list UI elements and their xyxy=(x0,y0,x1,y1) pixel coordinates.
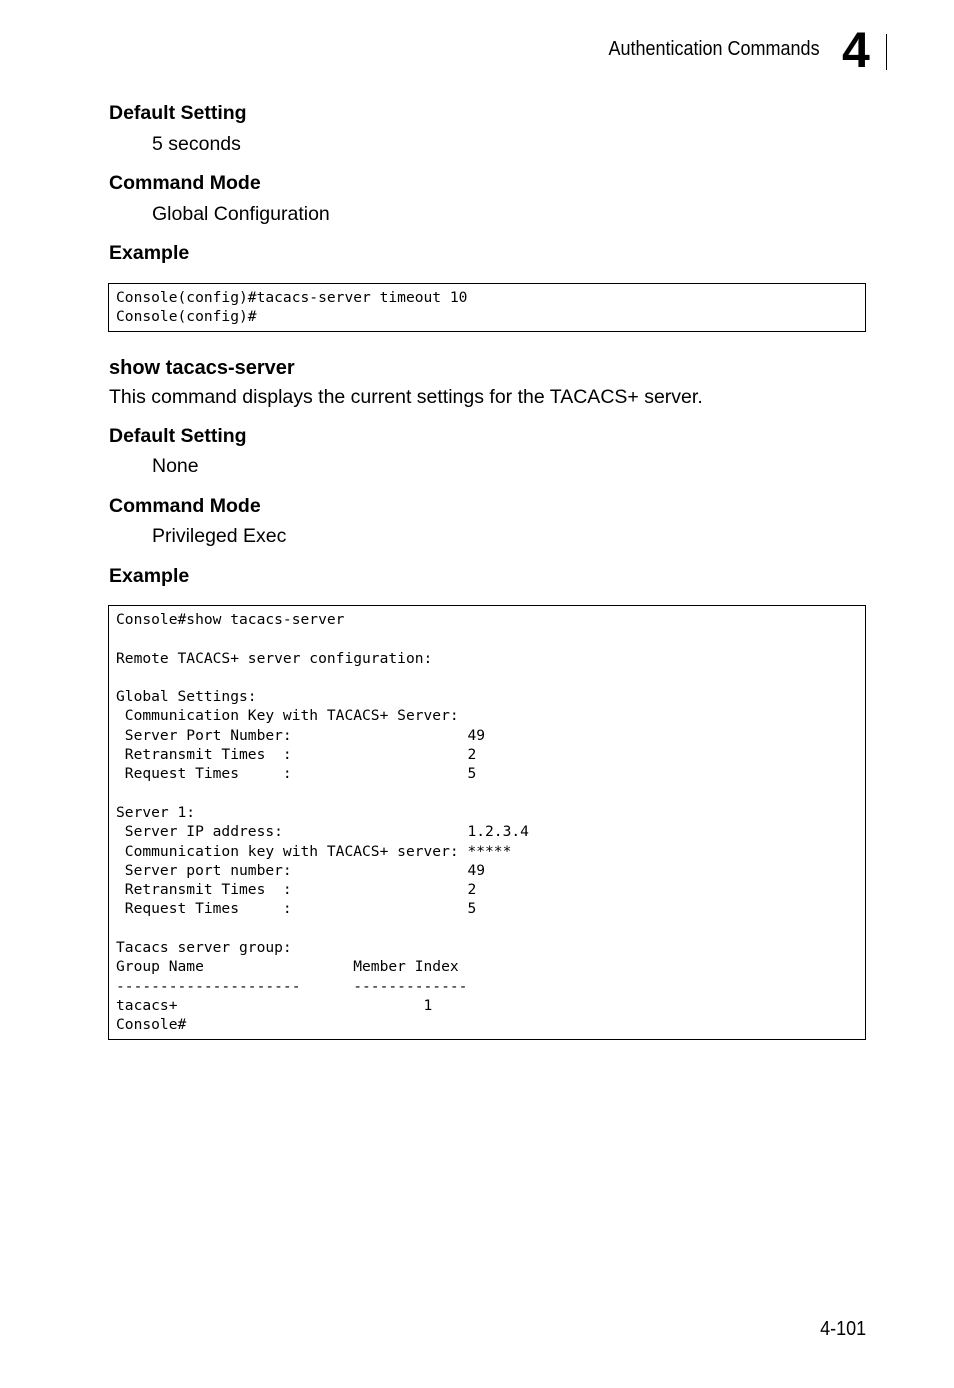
command-description: This command displays the current settings for the TACACS+ server. xyxy=(109,386,703,408)
page-number: 4-101 xyxy=(819,1318,866,1340)
command-title: show tacacs-server xyxy=(109,357,295,379)
chapter-divider xyxy=(886,34,887,70)
command-mode-heading: Command Mode xyxy=(109,172,261,194)
command-mode-heading: Command Mode xyxy=(109,495,261,517)
default-setting-value: 5 seconds xyxy=(152,133,241,155)
example-heading: Example xyxy=(109,242,190,264)
example-code: Console#show tacacs-server Remote TACACS+ server configuration: Global Settings: Communication Key with TACACS+ Server: Server Port Number: 49 Retransmit Times : 2 Request Times : 5 Server 1: Server IP address: 1.2.3.4 Communication key with TACACS+ server: ***** Server port number: 49 Retransmit Times : 2 Request Times : 5 Tacacs server group: Group Name Member Index --------------------- ------------- tacacs+ 1 Console# xyxy=(116,611,529,1034)
example-code-box xyxy=(108,605,866,1040)
command-mode-value: Global Configuration xyxy=(152,203,330,225)
default-setting-value: None xyxy=(152,455,199,477)
example-code: Console(config)#tacacs-server timeout 10 Console(config)# xyxy=(116,289,468,326)
example-code-box xyxy=(108,283,866,332)
chapter-title: Authentication Commands xyxy=(608,38,820,60)
default-setting-heading: Default Setting xyxy=(109,425,247,447)
command-mode-value: Privileged Exec xyxy=(152,525,287,547)
example-heading: Example xyxy=(109,565,190,587)
chapter-number: 4 xyxy=(842,22,870,78)
default-setting-heading: Default Setting xyxy=(109,102,247,124)
